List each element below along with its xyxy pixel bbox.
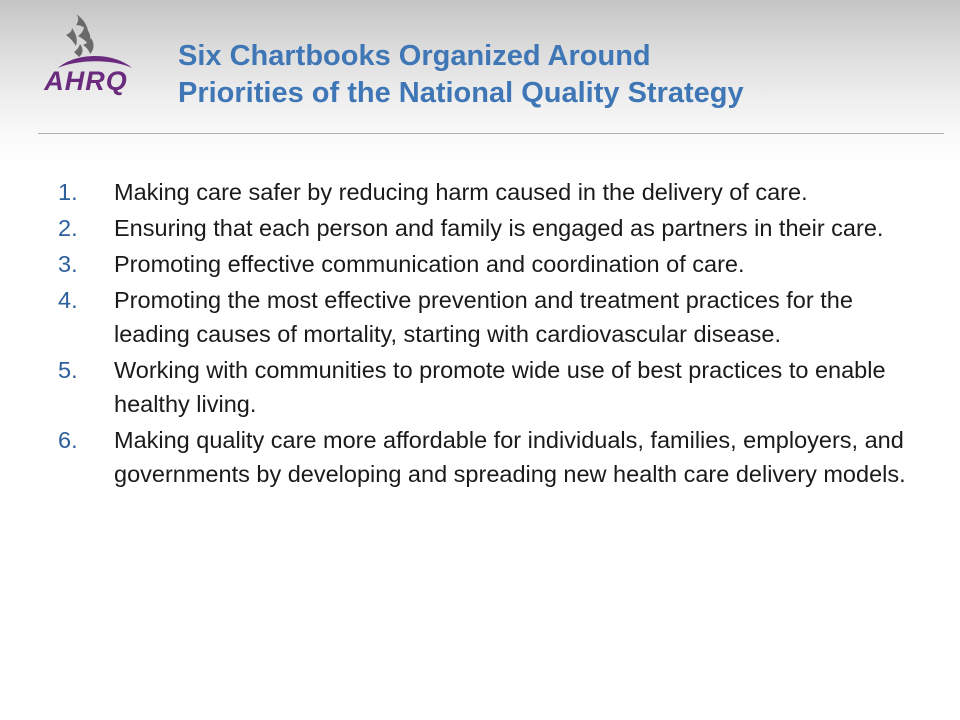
- list-item: [58, 175, 918, 209]
- ahrq-logo: [36, 8, 140, 98]
- list-item-text: Making quality care more affordable for individuals, families, employers, and governments by developing and spreading new health care delivery models.: [114, 427, 906, 487]
- page-title: [178, 38, 938, 112]
- logo-wordmark: AHRQ: [44, 66, 128, 96]
- list-item-number: 1.: [58, 179, 78, 205]
- list-item: [58, 353, 918, 421]
- priority-list: [58, 175, 918, 493]
- title-line-2: Priorities of the National Quality Strategy: [178, 77, 744, 109]
- list-item-number: 3.: [58, 251, 78, 277]
- list-item-text: Promoting the most effective prevention and treatment practices for the leading causes of mortality, starting with cardiovascular disease.: [114, 287, 853, 347]
- list-item: [58, 211, 918, 245]
- list-item-number: 5.: [58, 357, 78, 383]
- list-item-number: 6.: [58, 427, 78, 453]
- title-line-1: Six Chartbooks Organized Around: [178, 40, 651, 72]
- title-divider: [38, 133, 944, 134]
- list-item-text: Making care safer by reducing harm caused in the delivery of care.: [114, 179, 808, 205]
- list-item-text: Working with communities to promote wide use of best practices to enable healthy living.: [114, 357, 886, 417]
- list-item-text: Promoting effective communication and coordination of care.: [114, 251, 745, 277]
- list-item-number: 4.: [58, 287, 78, 313]
- list-item-number: 2.: [58, 215, 78, 241]
- list-item: [58, 283, 918, 351]
- list-item-text: Ensuring that each person and family is engaged as partners in their care.: [114, 215, 884, 241]
- list-item: [58, 423, 918, 491]
- hhs-eagle-icon: [66, 14, 94, 57]
- list-item: [58, 247, 918, 281]
